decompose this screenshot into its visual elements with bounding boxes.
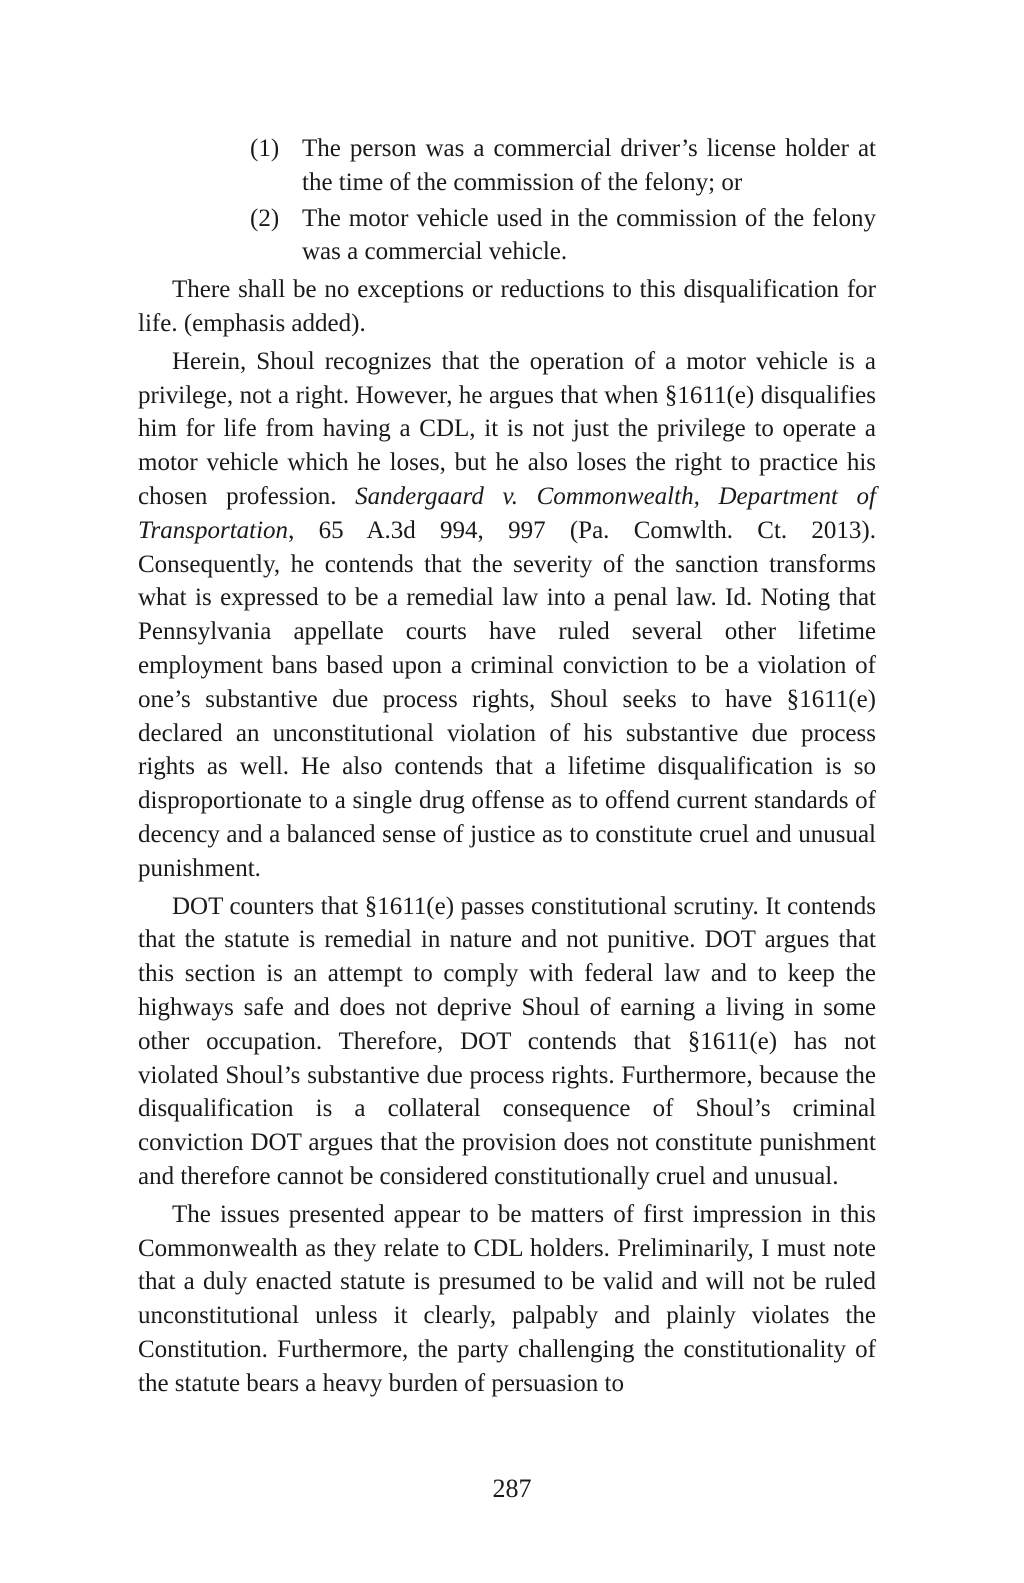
list-number: (1) (250, 135, 280, 162)
paragraph-shoul-argument (138, 345, 876, 886)
page-number: 287 (492, 1474, 532, 1503)
paragraph-disqualification: There shall be no exceptions or reductions to this disqualification for life. (emphasis added). (138, 276, 876, 337)
paragraph-first-impression: The issues presented appear to be matters of first impression in this Commonwealth as they relate to CDL holders. Preliminarily, I must note that a duly enacted statute is presumed to be valid and will not be ruled unconstitutional unless it clearly, palpably and plainly violates the Constitution. Furthermore, the party challenging the constitutionality of the statute bears a heavy burden of persuasion to (138, 1200, 876, 1397)
list-text: The person was a commercial driver’s license holder at the time of the commission of the felony; or (302, 135, 876, 196)
body-text (138, 132, 876, 1400)
paragraph-text: , 65 A.3d 994, 997 (Pa. Comwlth. Ct. 2013). Consequently, he contends that the severity of the sanction transforms what is expressed to be a remedial law into a penal law. Id. Noting that Pennsylvania appellate courts have ruled several other lifetime employment bans based upon a criminal conviction to be a violation of one’s substantive due process rights, Shoul seeks to have §1611(e) declared an unconstitutional violation of his substantive due process rights as well. He also contends that a lifetime disqualification is so disproportionate to a single drug offense as to offend current standards of decency and a balanced sense of justice as to constitute cruel and unusual punishment. (138, 516, 876, 882)
list-number: (2) (250, 204, 280, 232)
list-item (250, 202, 876, 270)
paragraph-text: Herein, Shoul recognizes that the operation of a motor vehicle is a privilege, not a right. However, he argues that when §1611(e) disqualifies him for life from having a CDL, it is not just the privilege to operate a motor vehicle which he loses, but he also loses the right to practice his chosen profession. (138, 347, 876, 510)
list-item (250, 132, 876, 200)
paragraph-dot-counter: DOT counters that §1611(e) passes constitutional scrutiny. It contends that the statute is remedial in nature and not punitive. DOT argues that this section is an attempt to comply with federal law and to keep the highways safe and does not deprive Shoul of earning a living in some other occupation. Therefore, DOT contends that §1611(e) has not violated Shoul’s substantive due process rights. Furthermore, because the disqualification is a collateral consequence of Shoul’s criminal conviction DOT argues that the provision does not constitute punishment and therefore cannot be considered constitutionally cruel and unusual. (138, 892, 876, 1190)
list-text: The motor vehicle used in the commission of the felony was a commercial vehicle. (302, 204, 876, 266)
case-citation: Sandergaard v. Commonwealth, Department of Transportation (138, 482, 876, 544)
